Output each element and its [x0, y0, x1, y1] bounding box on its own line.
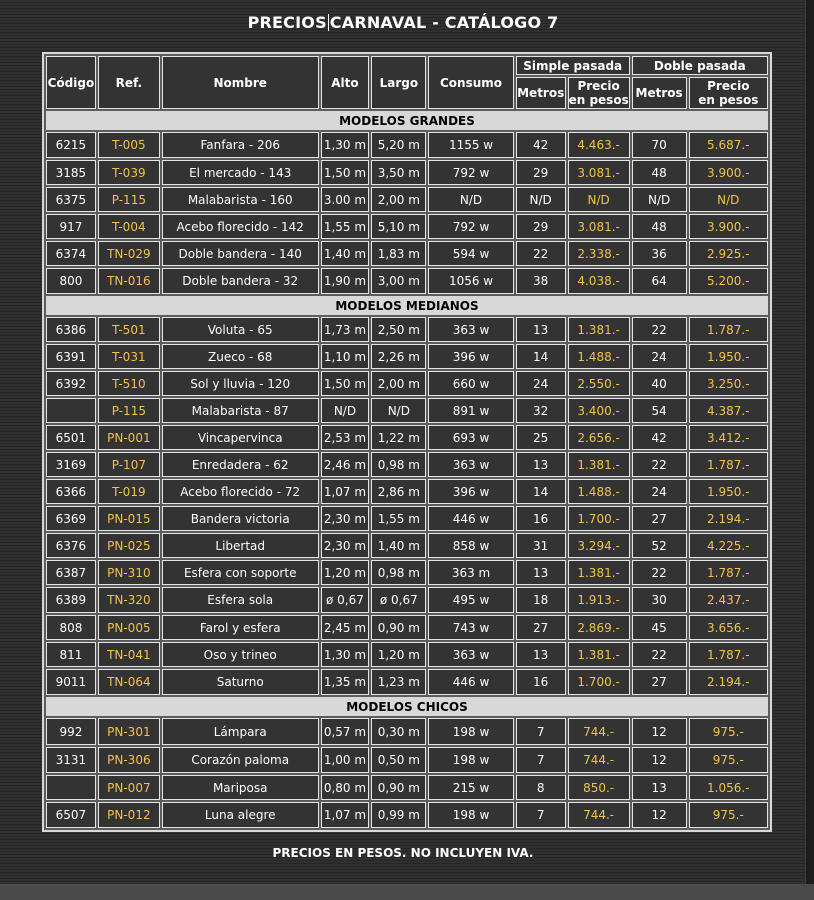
- cell-doble-metros: 27: [632, 669, 687, 695]
- cell-consumo: 446 w: [428, 506, 513, 531]
- header-largo: Largo: [371, 56, 426, 109]
- cell-alto: 1,90 m: [321, 268, 370, 294]
- cell-simple-metros: 13: [516, 642, 566, 667]
- cell-consumo: 198 w: [428, 718, 513, 745]
- cell-largo: 1,20 m: [371, 642, 426, 667]
- cell-largo: 0,50 m: [371, 747, 426, 773]
- cell-doble-precio: 1.787.-: [689, 642, 768, 667]
- cell-simple-precio: 1.381.-: [568, 317, 630, 342]
- cell-consumo: 792 w: [428, 214, 513, 239]
- cell-doble-metros: 42: [632, 425, 687, 450]
- cell-simple-precio: 1.381.-: [568, 642, 630, 667]
- text-cursor: [328, 14, 329, 31]
- cell-doble-precio: 3.900.-: [689, 160, 768, 185]
- cell-simple-metros: 14: [516, 479, 566, 504]
- header-precio-line2: en pesos: [698, 93, 759, 107]
- cell-doble-metros: 40: [632, 371, 687, 396]
- price-table: [44, 54, 770, 830]
- cell-alto: 1,35 m: [321, 669, 370, 695]
- cell-consumo: 495 w: [428, 587, 513, 613]
- cell-largo: 2,50 m: [371, 317, 426, 342]
- cell-simple-metros: N/D: [516, 187, 566, 212]
- cell-doble-metros: 27: [632, 506, 687, 531]
- cell-consumo: N/D: [428, 187, 513, 212]
- cell-ref: T-039: [98, 160, 160, 185]
- cell-doble-precio: 3.412.-: [689, 425, 768, 450]
- cell-consumo: 363 w: [428, 452, 513, 477]
- cell-consumo: 891 w: [428, 398, 513, 423]
- cell-largo: 1,40 m: [371, 533, 426, 558]
- table-row: [46, 371, 768, 396]
- cell-doble-precio: N/D: [689, 187, 768, 212]
- cell-simple-metros: 13: [516, 560, 566, 585]
- cell-nombre: Farol y esfera: [162, 615, 319, 640]
- cell-simple-metros: 25: [516, 425, 566, 450]
- cell-alto: 1,55 m: [321, 214, 370, 239]
- table-row: [46, 533, 768, 558]
- cell-simple-metros: 7: [516, 747, 566, 773]
- section-header: MODELOS GRANDES: [46, 111, 768, 130]
- header-simple-pasada: Simple pasada: [516, 56, 630, 75]
- cell-doble-precio: 3.250.-: [689, 371, 768, 396]
- header-doble-precio: [689, 77, 768, 109]
- cell-doble-metros: 12: [632, 802, 687, 828]
- cell-doble-metros: 22: [632, 452, 687, 477]
- cell-doble-metros: 54: [632, 398, 687, 423]
- cell-alto: 3.00 m: [321, 187, 370, 212]
- cell-codigo: 808: [46, 615, 96, 640]
- table-row: [46, 587, 768, 613]
- cell-alto: 1,50 m: [321, 371, 370, 396]
- cell-simple-metros: 29: [516, 160, 566, 185]
- header-precio-line2: en pesos: [568, 93, 629, 107]
- cell-simple-precio: 2.656.-: [568, 425, 630, 450]
- cell-doble-precio: 1.950.-: [689, 344, 768, 369]
- cell-doble-precio: 1.950.-: [689, 479, 768, 504]
- cell-largo: 5,20 m: [371, 132, 426, 158]
- cell-doble-precio: 4.387.-: [689, 398, 768, 423]
- cell-nombre: Doble bandera - 32: [162, 268, 319, 294]
- cell-nombre: Luna alegre: [162, 802, 319, 828]
- cell-largo: 2,26 m: [371, 344, 426, 369]
- cell-codigo: [46, 775, 96, 800]
- cell-ref: PN-015: [98, 506, 160, 531]
- cell-doble-precio: 3.900.-: [689, 214, 768, 239]
- cell-consumo: 792 w: [428, 160, 513, 185]
- cell-nombre: Enredadera - 62: [162, 452, 319, 477]
- cell-simple-precio: N/D: [568, 187, 630, 212]
- cell-doble-metros: 12: [632, 747, 687, 773]
- cell-simple-precio: 2.550.-: [568, 371, 630, 396]
- cell-simple-precio: 744.-: [568, 718, 630, 745]
- cell-simple-precio: 744.-: [568, 802, 630, 828]
- cell-codigo: 6387: [46, 560, 96, 585]
- cell-codigo: 6369: [46, 506, 96, 531]
- cell-alto: 1,20 m: [321, 560, 370, 585]
- table-row: [46, 718, 768, 745]
- cell-consumo: 858 w: [428, 533, 513, 558]
- cell-alto: 2,46 m: [321, 452, 370, 477]
- cell-simple-metros: 24: [516, 371, 566, 396]
- cell-simple-metros: 7: [516, 802, 566, 828]
- cell-consumo: 594 w: [428, 241, 513, 266]
- cell-codigo: [46, 398, 96, 423]
- cell-simple-precio: 1.488.-: [568, 344, 630, 369]
- cell-ref: PN-306: [98, 747, 160, 773]
- cell-consumo: 363 m: [428, 560, 513, 585]
- cell-simple-precio: 3.400.-: [568, 398, 630, 423]
- cell-simple-precio: 1.381.-: [568, 452, 630, 477]
- cell-simple-precio: 850.-: [568, 775, 630, 800]
- cell-doble-precio: 975.-: [689, 802, 768, 828]
- cell-alto: 1,10 m: [321, 344, 370, 369]
- cell-simple-precio: 1.913.-: [568, 587, 630, 613]
- cell-nombre: Malabarista - 160: [162, 187, 319, 212]
- cell-doble-precio: 1.787.-: [689, 317, 768, 342]
- header-doble-metros: Metros: [632, 77, 687, 109]
- cell-codigo: 6366: [46, 479, 96, 504]
- cell-simple-metros: 13: [516, 452, 566, 477]
- cell-codigo: 9011: [46, 669, 96, 695]
- cell-nombre: Corazón paloma: [162, 747, 319, 773]
- cell-consumo: 396 w: [428, 344, 513, 369]
- cell-largo: 0,90 m: [371, 615, 426, 640]
- cell-doble-precio: 2.194.-: [689, 506, 768, 531]
- cell-largo: 0,90 m: [371, 775, 426, 800]
- cell-simple-metros: 27: [516, 615, 566, 640]
- cell-doble-metros: 36: [632, 241, 687, 266]
- cell-largo: 1,22 m: [371, 425, 426, 450]
- table-row: [46, 642, 768, 667]
- page-title: [0, 13, 806, 32]
- cell-alto: 1,30 m: [321, 132, 370, 158]
- cell-doble-precio: 5.200.-: [689, 268, 768, 294]
- cell-codigo: 917: [46, 214, 96, 239]
- cell-nombre: Lámpara: [162, 718, 319, 745]
- cell-codigo: 811: [46, 642, 96, 667]
- cell-largo: ø 0,67: [371, 587, 426, 613]
- cell-consumo: 363 w: [428, 317, 513, 342]
- cell-largo: 2,00 m: [371, 187, 426, 212]
- cell-largo: 3,00 m: [371, 268, 426, 294]
- cell-ref: P-115: [98, 187, 160, 212]
- cell-ref: T-031: [98, 344, 160, 369]
- cell-codigo: 3131: [46, 747, 96, 773]
- cell-simple-metros: 42: [516, 132, 566, 158]
- cell-largo: 2,00 m: [371, 371, 426, 396]
- cell-simple-metros: 13: [516, 317, 566, 342]
- table-row: [46, 344, 768, 369]
- cell-simple-metros: 14: [516, 344, 566, 369]
- cell-nombre: Esfera sola: [162, 587, 319, 613]
- cell-ref: TN-029: [98, 241, 160, 266]
- cell-doble-metros: 22: [632, 560, 687, 585]
- cell-doble-precio: 4.225.-: [689, 533, 768, 558]
- cell-doble-precio: 2.194.-: [689, 669, 768, 695]
- cell-doble-precio: 1.787.-: [689, 560, 768, 585]
- table-row: [46, 187, 768, 212]
- header-ref: Ref.: [98, 56, 160, 109]
- cell-doble-precio: 1.787.-: [689, 452, 768, 477]
- cell-simple-precio: 1.381.-: [568, 560, 630, 585]
- table-row: [46, 132, 768, 158]
- cell-alto: 1,50 m: [321, 160, 370, 185]
- cell-consumo: 215 w: [428, 775, 513, 800]
- cell-alto: 0,57 m: [321, 718, 370, 745]
- section-header: MODELOS CHICOS: [46, 697, 768, 716]
- cell-doble-metros: 22: [632, 317, 687, 342]
- header-precio-line1: Precio: [707, 79, 750, 93]
- cell-codigo: 6386: [46, 317, 96, 342]
- footer-note: PRECIOS EN PESOS. NO INCLUYEN IVA.: [272, 846, 534, 860]
- cell-doble-precio: 5.687.-: [689, 132, 768, 158]
- cell-ref: P-115: [98, 398, 160, 423]
- cell-doble-metros: 70: [632, 132, 687, 158]
- cell-ref: TN-320: [98, 587, 160, 613]
- cell-doble-metros: 24: [632, 344, 687, 369]
- cell-ref: TN-041: [98, 642, 160, 667]
- cell-doble-metros: 24: [632, 479, 687, 504]
- cell-largo: 0,30 m: [371, 718, 426, 745]
- price-table-frame: [42, 52, 772, 832]
- header-codigo: Código: [46, 56, 96, 109]
- cell-codigo: 6501: [46, 425, 96, 450]
- cell-ref: TN-064: [98, 669, 160, 695]
- cell-alto: 2,30 m: [321, 533, 370, 558]
- cell-doble-metros: 12: [632, 718, 687, 745]
- cell-simple-precio: 1.700.-: [568, 669, 630, 695]
- table-row: [46, 506, 768, 531]
- header-simple-precio: [568, 77, 630, 109]
- cell-simple-metros: 32: [516, 398, 566, 423]
- cell-ref: PN-005: [98, 615, 160, 640]
- table-row: [46, 560, 768, 585]
- cell-consumo: 693 w: [428, 425, 513, 450]
- cell-nombre: Libertad: [162, 533, 319, 558]
- cell-largo: 0,99 m: [371, 802, 426, 828]
- cell-alto: N/D: [321, 398, 370, 423]
- cell-nombre: Mariposa: [162, 775, 319, 800]
- cell-codigo: 6392: [46, 371, 96, 396]
- cell-nombre: Sol y lluvia - 120: [162, 371, 319, 396]
- cell-consumo: 660 w: [428, 371, 513, 396]
- cell-ref: T-019: [98, 479, 160, 504]
- cell-nombre: Voluta - 65: [162, 317, 319, 342]
- cell-consumo: 446 w: [428, 669, 513, 695]
- cell-alto: 1,07 m: [321, 802, 370, 828]
- cell-nombre: El mercado - 143: [162, 160, 319, 185]
- cell-consumo: 743 w: [428, 615, 513, 640]
- cell-doble-metros: 52: [632, 533, 687, 558]
- cell-alto: 1,07 m: [321, 479, 370, 504]
- cell-doble-metros: 22: [632, 642, 687, 667]
- cell-simple-precio: 2.869.-: [568, 615, 630, 640]
- cell-simple-precio: 4.463.-: [568, 132, 630, 158]
- header-nombre: Nombre: [162, 56, 319, 109]
- cell-codigo: 3185: [46, 160, 96, 185]
- cell-ref: T-501: [98, 317, 160, 342]
- cell-consumo: 1056 w: [428, 268, 513, 294]
- cell-simple-metros: 16: [516, 506, 566, 531]
- table-row: [46, 802, 768, 828]
- cell-consumo: 363 w: [428, 642, 513, 667]
- table-row: [46, 775, 768, 800]
- cell-consumo: 1155 w: [428, 132, 513, 158]
- cell-ref: PN-025: [98, 533, 160, 558]
- title-right: CARNAVAL - CATÁLOGO 7: [329, 13, 559, 32]
- cell-alto: 1,30 m: [321, 642, 370, 667]
- table-row: [46, 214, 768, 239]
- table-row: [46, 669, 768, 695]
- cell-nombre: Bandera victoria: [162, 506, 319, 531]
- cell-codigo: 992: [46, 718, 96, 745]
- title-left: PRECIOS: [247, 13, 327, 32]
- cell-simple-metros: 8: [516, 775, 566, 800]
- table-row: [46, 268, 768, 294]
- cell-doble-metros: 30: [632, 587, 687, 613]
- cell-doble-metros: N/D: [632, 187, 687, 212]
- cell-doble-precio: 1.056.-: [689, 775, 768, 800]
- cell-nombre: Oso y trineo: [162, 642, 319, 667]
- cell-simple-precio: 4.038.-: [568, 268, 630, 294]
- cell-doble-precio: 3.656.-: [689, 615, 768, 640]
- table-row: [46, 479, 768, 504]
- cell-simple-metros: 31: [516, 533, 566, 558]
- cell-ref: PN-007: [98, 775, 160, 800]
- cell-alto: 2,30 m: [321, 506, 370, 531]
- cell-largo: 1,55 m: [371, 506, 426, 531]
- cell-doble-metros: 48: [632, 160, 687, 185]
- cell-alto: 1,73 m: [321, 317, 370, 342]
- cell-consumo: 396 w: [428, 479, 513, 504]
- header-consumo: Consumo: [428, 56, 513, 109]
- cell-ref: T-005: [98, 132, 160, 158]
- cell-simple-precio: 2.338.-: [568, 241, 630, 266]
- cell-doble-metros: 45: [632, 615, 687, 640]
- cell-nombre: Acebo florecido - 142: [162, 214, 319, 239]
- cell-largo: N/D: [371, 398, 426, 423]
- cell-ref: PN-012: [98, 802, 160, 828]
- cell-codigo: 6375: [46, 187, 96, 212]
- cell-simple-precio: 3.081.-: [568, 160, 630, 185]
- cell-codigo: 6376: [46, 533, 96, 558]
- cell-alto: 1,00 m: [321, 747, 370, 773]
- cell-doble-precio: 975.-: [689, 718, 768, 745]
- header-doble-pasada: Doble pasada: [632, 56, 768, 75]
- cell-ref: PN-310: [98, 560, 160, 585]
- cell-largo: 3,50 m: [371, 160, 426, 185]
- cell-doble-precio: 2.925.-: [689, 241, 768, 266]
- right-edge-bar: [805, 0, 814, 900]
- cell-nombre: Malabarista - 87: [162, 398, 319, 423]
- cell-consumo: 198 w: [428, 802, 513, 828]
- cell-ref: PN-001: [98, 425, 160, 450]
- table-row: [46, 425, 768, 450]
- cell-largo: 0,98 m: [371, 452, 426, 477]
- table-row: [46, 747, 768, 773]
- cell-largo: 2,86 m: [371, 479, 426, 504]
- cell-nombre: Fanfara - 206: [162, 132, 319, 158]
- cell-alto: 0,80 m: [321, 775, 370, 800]
- table-row: [46, 615, 768, 640]
- header-simple-metros: Metros: [516, 77, 566, 109]
- section-header: MODELOS MEDIANOS: [46, 296, 768, 315]
- cell-doble-precio: 975.-: [689, 747, 768, 773]
- cell-simple-precio: 3.294.-: [568, 533, 630, 558]
- cell-largo: 0,98 m: [371, 560, 426, 585]
- cell-consumo: 198 w: [428, 747, 513, 773]
- cell-nombre: Saturno: [162, 669, 319, 695]
- table-body: [46, 111, 768, 828]
- cell-simple-precio: 744.-: [568, 747, 630, 773]
- cell-simple-metros: 29: [516, 214, 566, 239]
- cell-codigo: 6389: [46, 587, 96, 613]
- cell-doble-metros: 64: [632, 268, 687, 294]
- cell-codigo: 800: [46, 268, 96, 294]
- cell-nombre: Zueco - 68: [162, 344, 319, 369]
- cell-ref: T-510: [98, 371, 160, 396]
- cell-largo: 1,83 m: [371, 241, 426, 266]
- bottom-edge-bar: [0, 884, 814, 900]
- table-row: [46, 317, 768, 342]
- cell-codigo: 6374: [46, 241, 96, 266]
- cell-alto: ø 0,67: [321, 587, 370, 613]
- cell-nombre: Esfera con soporte: [162, 560, 319, 585]
- table-row: [46, 160, 768, 185]
- cell-largo: 5,10 m: [371, 214, 426, 239]
- cell-simple-metros: 38: [516, 268, 566, 294]
- cell-alto: 2,53 m: [321, 425, 370, 450]
- cell-simple-precio: 3.081.-: [568, 214, 630, 239]
- cell-doble-precio: 2.437.-: [689, 587, 768, 613]
- cell-simple-precio: 1.488.-: [568, 479, 630, 504]
- cell-ref: T-004: [98, 214, 160, 239]
- cell-doble-metros: 13: [632, 775, 687, 800]
- cell-codigo: 6215: [46, 132, 96, 158]
- cell-nombre: Acebo florecido - 72: [162, 479, 319, 504]
- cell-simple-metros: 16: [516, 669, 566, 695]
- cell-alto: 1,40 m: [321, 241, 370, 266]
- cell-ref: PN-301: [98, 718, 160, 745]
- cell-largo: 1,23 m: [371, 669, 426, 695]
- cell-nombre: Doble bandera - 140: [162, 241, 319, 266]
- header-precio-line1: Precio: [577, 79, 620, 93]
- table-row: [46, 241, 768, 266]
- cell-nombre: Vincapervinca: [162, 425, 319, 450]
- cell-simple-precio: 1.700.-: [568, 506, 630, 531]
- cell-alto: 2,45 m: [321, 615, 370, 640]
- cell-ref: P-107: [98, 452, 160, 477]
- cell-doble-metros: 48: [632, 214, 687, 239]
- cell-codigo: 6507: [46, 802, 96, 828]
- cell-ref: TN-016: [98, 268, 160, 294]
- cell-simple-metros: 7: [516, 718, 566, 745]
- cell-codigo: 6391: [46, 344, 96, 369]
- table-row: [46, 452, 768, 477]
- header-alto: Alto: [321, 56, 370, 109]
- table-row: [46, 398, 768, 423]
- cell-codigo: 3169: [46, 452, 96, 477]
- cell-simple-metros: 22: [516, 241, 566, 266]
- cell-simple-metros: 18: [516, 587, 566, 613]
